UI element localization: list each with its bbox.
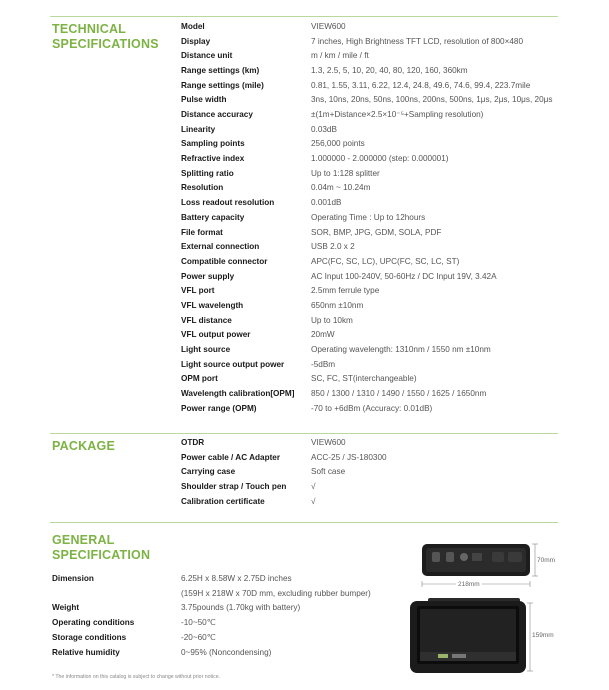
spec-label: Light source output power xyxy=(181,359,285,369)
spec-value: Soft case xyxy=(311,467,346,477)
spec-value: 0~95% (Noncondensing) xyxy=(181,647,272,657)
spec-value: -20~60℃ xyxy=(181,632,216,642)
spec-value: 1.3, 2.5, 5, 10, 20, 40, 80, 120, 160, 360km xyxy=(311,66,468,76)
spec-value: Up to 1:128 splitter xyxy=(311,168,380,178)
spec-label: VFL port xyxy=(181,286,215,296)
spec-value: ±(1m+Distance×2.5×10⁻⁵+Sampling resolution) xyxy=(311,110,484,120)
spec-label: Range settings (km) xyxy=(181,66,260,76)
width-dimension-label: 218mm xyxy=(458,581,480,588)
spec-label: Range settings (mile) xyxy=(181,80,264,90)
spec-label: Sampling points xyxy=(181,139,245,149)
spec-value: 256,000 points xyxy=(311,139,365,149)
spec-value: 6.25H x 8.58W x 2.75D inches xyxy=(181,574,292,583)
device-top-view-image xyxy=(412,540,552,596)
spec-label: Wavelength calibration[OPM] xyxy=(181,389,295,398)
spec-label: Distance accuracy xyxy=(181,110,253,120)
spec-label: Storage conditions xyxy=(52,632,127,642)
spec-value: √ xyxy=(311,496,316,506)
spec-label: Compatible connector xyxy=(181,256,268,266)
spec-label: Dimension xyxy=(52,574,94,583)
spec-value: 0.03dB xyxy=(311,124,337,134)
spec-value: 20mW xyxy=(311,330,335,340)
spec-value: 3ns, 10ns, 20ns, 50ns, 100ns, 200ns, 500ns, 1μs, 2μs, 10μs, 20μs xyxy=(311,95,553,105)
general-title-line1: GENERAL xyxy=(52,533,115,547)
spec-value: 7 inches, High Brightness TFT LCD, resolution of 800×480 xyxy=(311,36,524,46)
spec-value: USB 2.0 x 2 xyxy=(311,242,355,252)
spec-label: VFL wavelength xyxy=(181,300,244,310)
spec-label: Operating conditions xyxy=(52,618,135,628)
spec-label: Model xyxy=(181,22,205,31)
footnote: * The information on this catalog is subject to change without prior notice. xyxy=(52,674,221,680)
spec-label: Display xyxy=(181,36,211,46)
spec-label: Refractive index xyxy=(181,154,245,164)
spec-value: -10~50℃ xyxy=(181,618,216,628)
spec-value: SC, FC, ST(interchangeable) xyxy=(311,374,417,384)
spec-value: 650nm ±10nm xyxy=(311,300,364,310)
spec-value: -70 to +6dBm (Accuracy: 0.01dB) xyxy=(311,403,433,413)
spec-label: Resolution xyxy=(181,183,224,193)
spec-label: Splitting ratio xyxy=(181,168,234,178)
technical-title-line2: SPECIFICATIONS xyxy=(52,37,159,51)
spec-label: VFL output power xyxy=(181,330,251,340)
spec-label: VFL distance xyxy=(181,315,232,325)
spec-label: Shoulder strap / Touch pen xyxy=(181,482,287,492)
spec-label: Distance unit xyxy=(181,51,233,61)
spec-value: 1.000000 - 2.000000 (step: 0.000001) xyxy=(311,154,449,164)
technical-title-line1: TECHNICAL xyxy=(52,22,127,36)
spec-value: VIEW600 xyxy=(311,438,346,447)
spec-value: 3.75pounds (1.70kg with battery) xyxy=(181,603,301,613)
spec-value: AC Input 100-240V, 50-60Hz / DC Input 19V, 3.42A xyxy=(311,271,497,281)
spec-label: Calibration certificate xyxy=(181,496,265,506)
spec-value: -5dBm xyxy=(311,359,336,369)
general-specification-title xyxy=(52,533,150,563)
spec-label: Pulse width xyxy=(181,95,227,105)
spec-label: OTDR xyxy=(181,438,205,447)
spec-value: Up to 10km xyxy=(311,315,353,325)
spec-value: VIEW600 xyxy=(311,22,346,31)
spec-label: Battery capacity xyxy=(181,212,245,222)
spec-label: External connection xyxy=(181,242,260,252)
technical-divider xyxy=(50,433,558,434)
package-title xyxy=(52,439,115,454)
spec-value: Operating wavelength: 1310nm / 1550 nm ±10nm xyxy=(311,344,491,354)
spec-label: Carrying case xyxy=(181,467,236,477)
technical-specifications-title xyxy=(52,22,159,52)
spec-label: Power supply xyxy=(181,271,235,281)
spec-value: SOR, BMP, JPG, GDM, SOLA, PDF xyxy=(311,227,442,237)
spec-value: 850 / 1300 / 1310 / 1490 / 1550 / 1625 / 1650nm xyxy=(311,389,487,398)
top-divider xyxy=(50,16,558,17)
spec-label: Power cable / AC Adapter xyxy=(181,452,281,462)
general-title-line2: SPECIFICATION xyxy=(52,548,151,562)
spec-label: Linearity xyxy=(181,124,216,134)
spec-value: 0.001dB xyxy=(311,198,342,208)
spec-value: Operating Time : Up to 12hours xyxy=(311,212,426,222)
package-title-text: PACKAGE xyxy=(52,439,115,453)
height-dimension-label: 159mm xyxy=(532,632,554,639)
spec-label: File format xyxy=(181,227,223,237)
spec-value: APC(FC, SC, LC), UPC(FC, SC, LC, ST) xyxy=(311,256,460,266)
spec-label: OPM port xyxy=(181,374,218,384)
spec-label: Weight xyxy=(52,603,80,613)
spec-label: Power range (OPM) xyxy=(181,403,257,413)
spec-label: Relative humidity xyxy=(52,647,120,657)
spec-value: 2.5mm ferrule type xyxy=(311,286,380,296)
spec-value: (159H x 218W x 70D mm, excluding rubber bumper) xyxy=(181,588,371,598)
spec-label: Loss readout resolution xyxy=(181,198,275,208)
spec-value: ACC-25 / JS-180300 xyxy=(311,452,387,462)
spec-value: √ xyxy=(311,482,316,492)
spec-value: 0.04m ~ 10.24m xyxy=(311,183,371,193)
spec-value: 0.81, 1.55, 3.11, 6.22, 12.4, 24.8, 49.6, 74.6, 99.4, 223.7mile xyxy=(311,80,531,90)
spec-label: Light source xyxy=(181,344,231,354)
depth-dimension-label: 70mm xyxy=(537,557,556,564)
package-divider xyxy=(50,522,558,523)
spec-value: m / km / mile / ft xyxy=(311,51,369,61)
